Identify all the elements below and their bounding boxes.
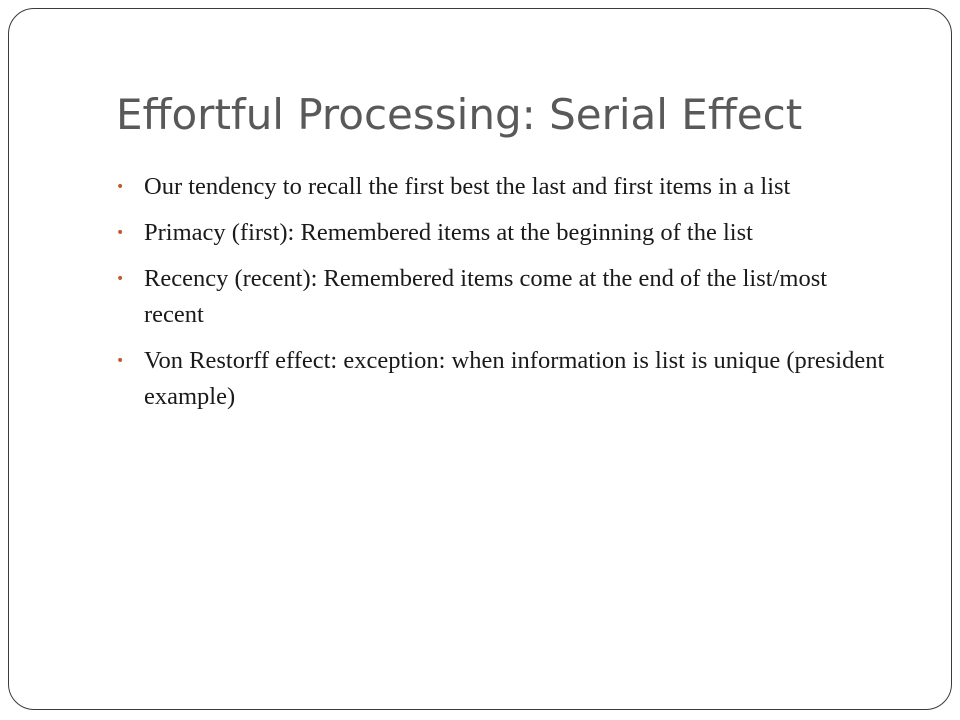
bullet-dot-icon: • bbox=[116, 179, 125, 195]
bullet-item bbox=[116, 169, 886, 205]
bullet-item bbox=[116, 343, 886, 415]
slide-title: Effortful Processing: Serial Effect bbox=[116, 90, 803, 139]
bullet-text: Recency (recent): Remembered items come at the end of the list/most recent bbox=[144, 265, 828, 328]
bullet-dot-icon: • bbox=[116, 271, 125, 287]
bullet-dot-icon: • bbox=[116, 225, 125, 241]
bullet-item bbox=[116, 261, 886, 333]
bullet-dot-icon: • bbox=[116, 353, 125, 369]
bullet-list bbox=[116, 169, 886, 425]
bullet-text: Our tendency to recall the first best the last and first items in a list bbox=[144, 173, 791, 200]
bullet-text: Von Restorff effect: exception: when information is list is unique (president example) bbox=[144, 347, 885, 410]
bullet-text: Primacy (first): Remembered items at the beginning of the list bbox=[144, 219, 753, 246]
bullet-item bbox=[116, 215, 886, 251]
slide-frame bbox=[8, 8, 952, 710]
